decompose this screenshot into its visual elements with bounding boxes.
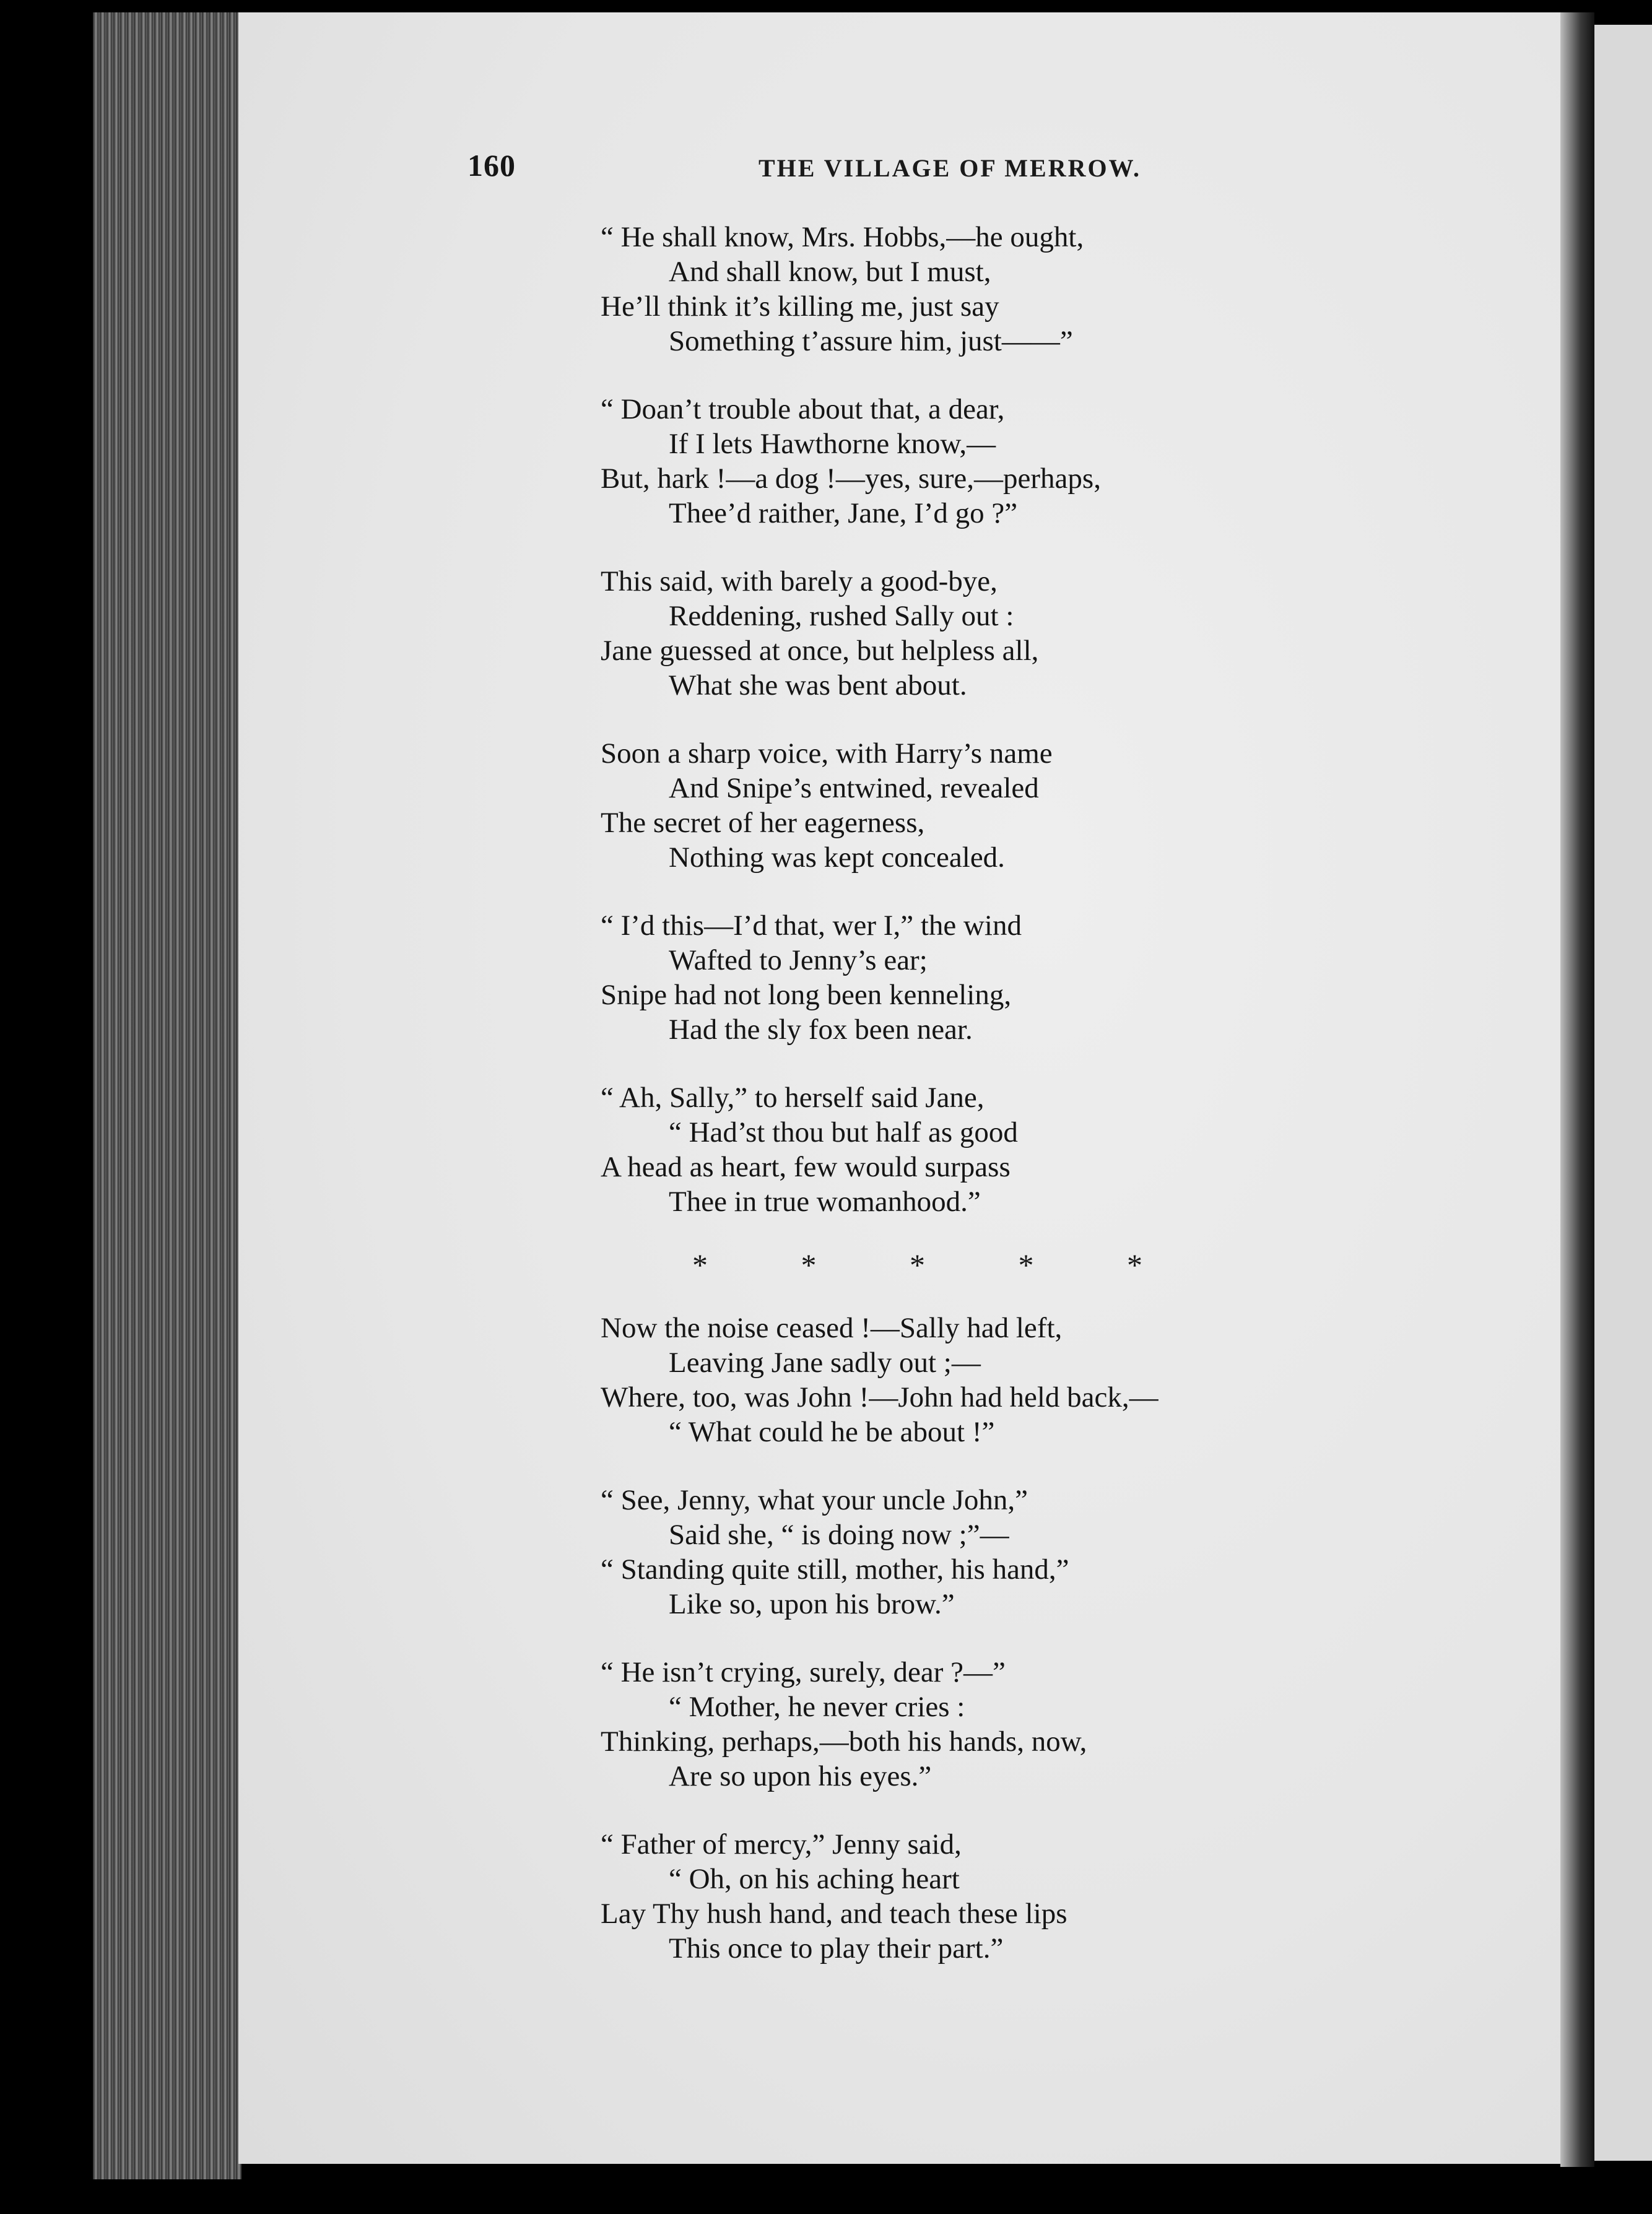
stanza — [601, 1080, 1344, 1219]
stanza — [601, 908, 1344, 1047]
poem-line: Reddening, rushed Sally out : — [669, 600, 1014, 632]
poem-line: Are so upon his eyes.” — [669, 1760, 932, 1792]
poem-line: “ Ah, Sally,” to herself said Jane, — [601, 1082, 985, 1114]
poem-line: “ Doan’t trouble about that, a dear, — [601, 393, 1005, 425]
poem-line: Something t’assure him, just——” — [669, 325, 1073, 357]
poem-line: Thee in true womanhood.” — [669, 1186, 981, 1218]
poem-line: Had the sly fox been near. — [669, 1014, 973, 1046]
poem-line: The secret of her eagerness, — [601, 807, 925, 839]
poem-line: “ He isn’t crying, surely, dear ?—” — [601, 1656, 1006, 1688]
poem-line: Nothing was kept concealed. — [669, 841, 1005, 874]
stanza — [601, 564, 1344, 703]
stanza — [601, 1483, 1344, 1621]
book-gutter — [1560, 12, 1594, 2167]
poem-line: “ What could he be about !” — [669, 1416, 995, 1448]
poem-line: He’ll think it’s killing me, just say — [601, 290, 999, 323]
poem-line: Snipe had not long been kenneling, — [601, 979, 1012, 1011]
poem-line: If I lets Hawthorne know,— — [669, 428, 996, 460]
poem-line: Thinking, perhaps,—both his hands, now, — [601, 1726, 1087, 1758]
poem-line: Thee’d raither, Jane, I’d go ?” — [669, 497, 1018, 529]
book-page-edges — [93, 12, 241, 2179]
poem-line: “ Had’st thou but half as good — [669, 1116, 1018, 1148]
poem-line: What she was bent about. — [669, 669, 967, 701]
poem-line: “ Father of mercy,” Jenny said, — [601, 1828, 962, 1860]
poem-line: Where, too, was John !—John had held back,— — [601, 1381, 1159, 1413]
poem-line: “ He shall know, Mrs. Hobbs,—he ought, — [601, 221, 1084, 253]
poem-line: Now the noise ceased !—Sally had left, — [601, 1312, 1063, 1344]
stanza — [601, 392, 1344, 531]
poem-line: “ I’d this—I’d that, wer I,” the wind — [601, 909, 1022, 942]
poem-line: Jane guessed at once, but helpless all, — [601, 635, 1039, 667]
poem-line: This said, with barely a good-bye, — [601, 565, 998, 597]
poem-line: “ See, Jenny, what your uncle John,” — [601, 1484, 1028, 1516]
poem-line: This once to play their part.” — [669, 1932, 1004, 1964]
page-number: 160 — [467, 148, 516, 183]
facing-page-edge — [1594, 25, 1652, 2161]
poem-line: Leaving Jane sadly out ;— — [669, 1347, 981, 1379]
poem-body — [601, 220, 1344, 1999]
poem-line: And Snipe’s entwined, revealed — [669, 772, 1039, 804]
poem-line: Lay Thy hush hand, and teach these lips — [601, 1898, 1067, 1930]
poem-line: Like so, upon his brow.” — [669, 1588, 955, 1620]
stanza — [601, 1311, 1344, 1449]
stanza — [601, 736, 1344, 875]
poem-line: But, hark !—a dog !—yes, sure,—perhaps, — [601, 462, 1101, 495]
running-title: THE VILLAGE OF MERROW. — [759, 154, 1141, 182]
poem-line: “ Mother, he never cries : — [669, 1691, 965, 1723]
poem-line: And shall know, but I must, — [669, 256, 991, 288]
running-head — [0, 147, 1652, 191]
poem-line: A head as heart, few would surpass — [601, 1151, 1011, 1183]
poem-line: Soon a sharp voice, with Harry’s name — [601, 737, 1053, 770]
stanza — [601, 1827, 1344, 1966]
section-break: * * * * * — [692, 1248, 1145, 1282]
stanza — [601, 220, 1344, 358]
poem-line: “ Standing quite still, mother, his hand,” — [601, 1553, 1069, 1586]
poem-line: Wafted to Jenny’s ear; — [669, 944, 928, 976]
poem-line: “ Oh, on his aching heart — [669, 1863, 960, 1895]
poem-line: Said she, “ is doing now ;”— — [669, 1519, 1009, 1551]
stanza — [601, 1655, 1344, 1794]
